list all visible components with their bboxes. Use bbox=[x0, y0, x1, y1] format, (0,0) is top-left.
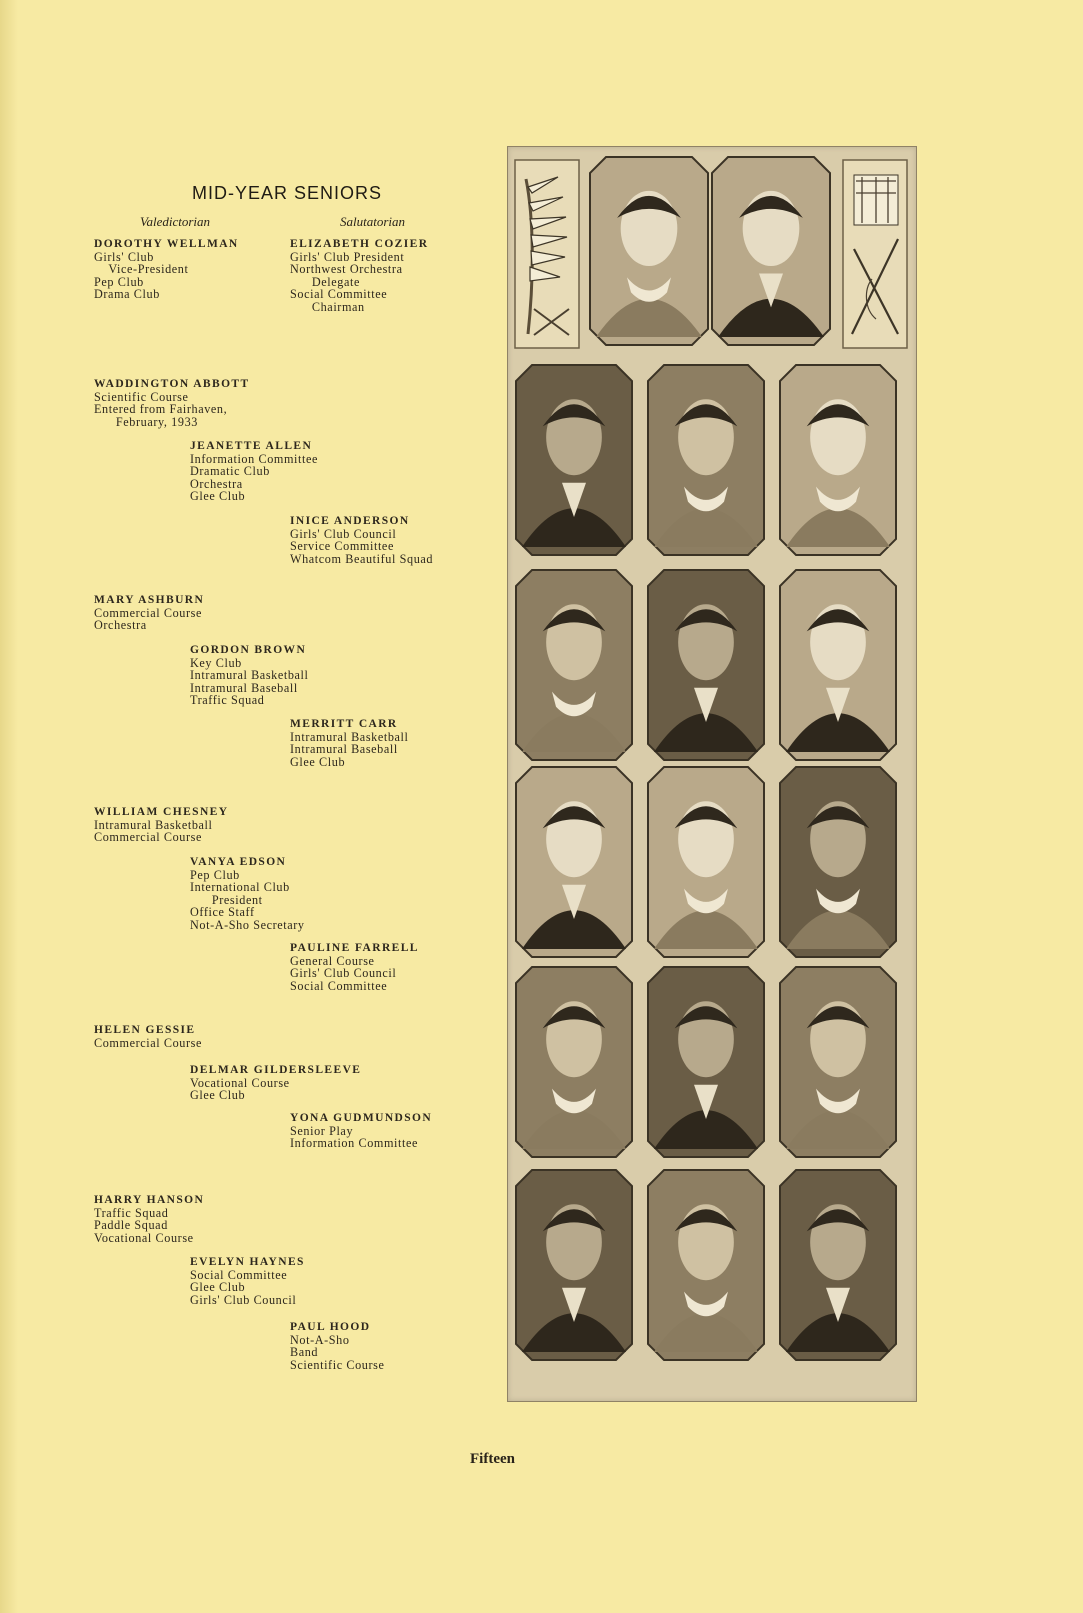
senior-activity: Service Committee bbox=[290, 539, 394, 554]
senior-activity: Delegate bbox=[290, 274, 360, 289]
senior-activity: Orchestra bbox=[94, 618, 147, 633]
senior-activity: Girls' Club bbox=[94, 249, 154, 264]
senior-activity: Social Committee bbox=[290, 287, 388, 302]
senior-name: YONA GUDMUNDSON bbox=[290, 1112, 433, 1124]
page-title: MID-YEAR SENIORS bbox=[191, 183, 383, 203]
senior-name: PAUL HOOD bbox=[290, 1321, 371, 1333]
senior-activity: Girls' Club President bbox=[290, 249, 405, 264]
senior-activity: Social Committee bbox=[190, 1267, 288, 1282]
senior-name: WADDINGTON ABBOTT bbox=[94, 378, 250, 390]
senior-entry bbox=[94, 378, 250, 428]
senior-activity: Glee Club bbox=[290, 754, 346, 769]
student-portrait bbox=[516, 365, 632, 555]
senior-activity: Orchestra bbox=[190, 476, 243, 491]
senior-activity: February, 1933 bbox=[94, 414, 198, 429]
senior-name: GORDON BROWN bbox=[190, 644, 307, 656]
senior-activity: Chairman bbox=[290, 299, 365, 314]
senior-entry bbox=[290, 238, 428, 314]
senior-activity: Senior Play bbox=[290, 1123, 354, 1138]
salutatorian-label: Salutatorian bbox=[340, 214, 406, 229]
senior-name: MERRITT CARR bbox=[290, 718, 398, 730]
senior-entry bbox=[190, 856, 305, 932]
senior-entry bbox=[190, 1256, 305, 1306]
senior-activity: Scientific Course bbox=[290, 1357, 385, 1372]
senior-entry bbox=[190, 644, 309, 707]
student-portrait bbox=[590, 157, 708, 345]
senior-activity: Not-A-Sho Secretary bbox=[190, 917, 305, 932]
student-portrait bbox=[648, 570, 764, 760]
senior-activity: Commercial Course bbox=[94, 1035, 203, 1050]
student-portrait bbox=[516, 767, 632, 957]
senior-activity: Pep Club bbox=[94, 274, 144, 289]
student-portrait bbox=[712, 157, 830, 345]
senior-name: PAULINE FARRELL bbox=[290, 942, 419, 954]
senior-activity: Glee Club bbox=[190, 1280, 246, 1295]
senior-activity: Traffic Squad bbox=[94, 1205, 169, 1220]
student-portrait bbox=[516, 1170, 632, 1360]
senior-name: WILLIAM CHESNEY bbox=[94, 806, 229, 818]
senior-entry bbox=[290, 718, 409, 768]
senior-activity: Intramural Baseball bbox=[290, 742, 398, 757]
senior-activity: General Course bbox=[290, 953, 375, 968]
senior-activity: Key Club bbox=[190, 655, 242, 670]
student-portrait bbox=[648, 767, 764, 957]
student-portrait bbox=[516, 967, 632, 1157]
senior-entry bbox=[190, 440, 318, 503]
senior-entry bbox=[94, 594, 204, 632]
senior-activity: Vocational Course bbox=[190, 1075, 290, 1090]
senior-entry bbox=[94, 806, 228, 844]
student-portrait bbox=[780, 767, 896, 957]
senior-activity: Commercial Course bbox=[94, 605, 203, 620]
senior-entry bbox=[290, 515, 433, 565]
senior-entry bbox=[94, 1194, 204, 1244]
senior-activity: Office Staff bbox=[190, 905, 255, 920]
senior-activity: Pep Club bbox=[190, 867, 240, 882]
page-edge bbox=[0, 0, 18, 1613]
student-portrait bbox=[780, 967, 896, 1157]
senior-activity: Not-A-Sho bbox=[290, 1332, 350, 1347]
senior-activity: Northwest Orchestra bbox=[290, 262, 403, 277]
senior-activity: Drama Club bbox=[94, 287, 160, 302]
senior-entry bbox=[94, 238, 239, 301]
senior-activity: Glee Club bbox=[190, 1088, 246, 1103]
senior-activity: Vocational Course bbox=[94, 1230, 194, 1245]
senior-activity: Girls' Club Council bbox=[190, 1292, 297, 1307]
senior-activity: Intramural Basketball bbox=[94, 817, 213, 832]
senior-activity: Information Committee bbox=[290, 1136, 419, 1151]
senior-activity: Whatcom Beautiful Squad bbox=[290, 551, 434, 566]
student-portrait bbox=[516, 570, 632, 760]
senior-name: INICE ANDERSON bbox=[290, 515, 410, 527]
senior-entry bbox=[190, 1064, 361, 1102]
senior-name: DELMAR GILDERSLEEVE bbox=[190, 1064, 362, 1076]
senior-activity: Intramural Basketball bbox=[290, 729, 409, 744]
senior-activity: Commercial Course bbox=[94, 830, 203, 845]
senior-activity: Paddle Squad bbox=[94, 1218, 168, 1233]
senior-name: VANYA EDSON bbox=[190, 856, 287, 868]
senior-activity: Dramatic Club bbox=[190, 464, 270, 479]
senior-activity: International Club bbox=[190, 880, 290, 895]
page-number: Fifteen bbox=[470, 1451, 515, 1467]
senior-activity: Scientific Course bbox=[94, 389, 189, 404]
senior-activity: Intramural Basketball bbox=[190, 668, 309, 683]
senior-activity: Social Committee bbox=[290, 978, 388, 993]
senior-name: HARRY HANSON bbox=[94, 1194, 205, 1206]
student-portrait bbox=[648, 967, 764, 1157]
senior-entry bbox=[290, 942, 419, 992]
senior-activity: Band bbox=[290, 1345, 319, 1360]
senior-activity: Glee Club bbox=[190, 489, 246, 504]
senior-activity: Girls' Club Council bbox=[290, 526, 397, 541]
senior-name: EVELYN HAYNES bbox=[190, 1256, 305, 1268]
senior-activity: President bbox=[190, 892, 263, 907]
senior-activity: Entered from Fairhaven, bbox=[94, 402, 228, 417]
student-portrait bbox=[780, 570, 896, 760]
valedictorian-label: Valedictorian bbox=[140, 214, 211, 229]
senior-name: MARY ASHBURN bbox=[94, 594, 205, 606]
senior-name: ELIZABETH COZIER bbox=[290, 238, 429, 250]
senior-activity: Girls' Club Council bbox=[290, 966, 397, 981]
senior-name: JEANETTE ALLEN bbox=[190, 440, 313, 452]
student-portrait bbox=[780, 365, 896, 555]
senior-name: HELEN GESSIE bbox=[94, 1024, 196, 1036]
senior-activity: Information Committee bbox=[190, 451, 319, 466]
senior-entry bbox=[290, 1112, 432, 1150]
student-portrait bbox=[648, 365, 764, 555]
senior-activity: Traffic Squad bbox=[190, 693, 265, 708]
senior-entry bbox=[290, 1321, 384, 1371]
senior-entry bbox=[94, 1024, 202, 1049]
portrait-collage bbox=[507, 146, 917, 1402]
senior-name: DOROTHY WELLMAN bbox=[94, 238, 239, 250]
portrait-grid bbox=[508, 147, 916, 1401]
senior-activity: Vice-President bbox=[94, 262, 189, 277]
student-portrait bbox=[780, 1170, 896, 1360]
student-portrait bbox=[648, 1170, 764, 1360]
senior-activity: Intramural Baseball bbox=[190, 680, 298, 695]
